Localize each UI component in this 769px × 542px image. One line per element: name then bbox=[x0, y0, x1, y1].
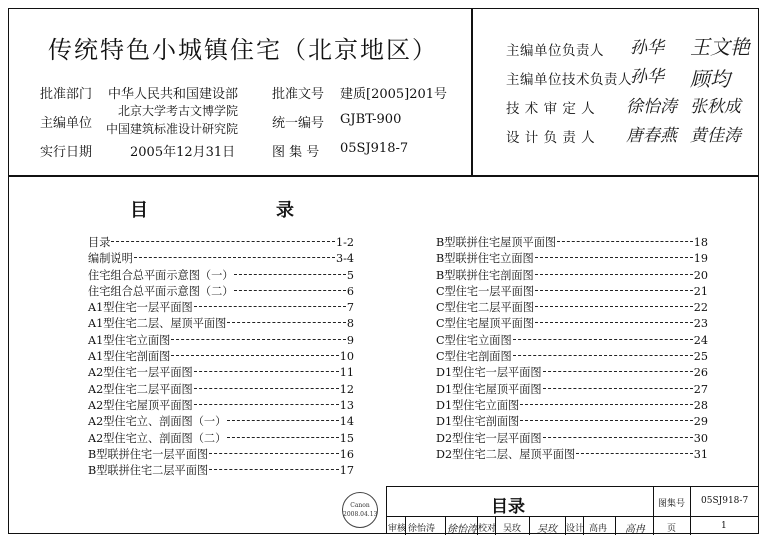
toc-heading-char-2: 录 bbox=[276, 200, 294, 221]
toc-entry-title: A1型住宅立面图 bbox=[88, 333, 171, 347]
toc-entry bbox=[88, 397, 354, 413]
toc-leader-line bbox=[194, 388, 339, 389]
toc-leader-line bbox=[543, 388, 693, 389]
toc-leader-line bbox=[543, 371, 693, 372]
header-horizontal-divider bbox=[8, 175, 759, 177]
toc-entry-title: B型联拼住宅立面图 bbox=[436, 252, 534, 266]
resp-signature-1a: 孙华 bbox=[630, 38, 664, 58]
resp-signature-2a: 孙华 bbox=[630, 67, 664, 87]
toc-leader-line bbox=[535, 322, 693, 323]
toc-entry-title: D1型住宅剖面图 bbox=[436, 415, 520, 429]
toc-leader-line bbox=[234, 274, 345, 275]
toc-leader-line bbox=[234, 290, 345, 291]
toc-entry-page: 31 bbox=[693, 447, 708, 461]
toc-left-column bbox=[88, 234, 354, 478]
toc-entry-title: A2型住宅二层平面图 bbox=[88, 382, 193, 396]
toc-entry bbox=[436, 364, 708, 380]
toc-entry-title: A2型住宅立、剖面图（一） bbox=[88, 415, 227, 429]
toc-leader-line bbox=[171, 339, 346, 340]
uniform-no-value: GJBT-900 bbox=[340, 112, 402, 127]
editor-unit-line1: 北京大学考古文博学院 bbox=[118, 104, 239, 118]
resp-signature-3a: 徐怡涛 bbox=[626, 97, 677, 117]
title-block-page-label: 页 bbox=[667, 524, 677, 534]
toc-leader-line bbox=[535, 306, 693, 307]
toc-entry-page: 6 bbox=[346, 284, 354, 298]
toc-leader-line bbox=[513, 339, 693, 340]
toc-entry bbox=[436, 283, 708, 299]
toc-leader-line bbox=[535, 290, 693, 291]
title-block-divider bbox=[690, 487, 691, 516]
title-block-proof-signature: 吴玫 bbox=[537, 524, 557, 535]
title-block-divider bbox=[653, 487, 654, 535]
toc-entry bbox=[88, 283, 354, 299]
toc-entry-page: 11 bbox=[339, 366, 354, 380]
effective-date-label: 实行日期 bbox=[40, 145, 93, 160]
toc-entry-title: D2型住宅二层、屋顶平面图 bbox=[436, 447, 576, 461]
toc-entry-title: A2型住宅立、剖面图（二） bbox=[88, 431, 227, 445]
toc-entry-title: 目录 bbox=[88, 236, 111, 249]
toc-entry bbox=[436, 250, 708, 266]
toc-entry bbox=[88, 462, 354, 478]
toc-leader-line bbox=[535, 274, 693, 275]
toc-entry-title: B型联拼住宅二层平面图 bbox=[88, 464, 209, 478]
resp-signature-3b: 张秋成 bbox=[690, 97, 741, 117]
toc-entry-title: B型联拼住宅一层平面图 bbox=[88, 447, 209, 461]
toc-entry-page: 15 bbox=[339, 431, 354, 445]
toc-entry bbox=[436, 332, 708, 348]
resp-label-editor-head: 主编单位负责人 bbox=[506, 43, 604, 59]
title-block-divider bbox=[445, 516, 446, 535]
toc-entry bbox=[88, 234, 354, 250]
toc-entry bbox=[436, 446, 708, 462]
toc-entry bbox=[88, 413, 354, 429]
resp-signature-2b: 顾均 bbox=[690, 67, 730, 91]
toc-entry bbox=[436, 315, 708, 331]
toc-entry-title: 住宅组合总平面示意图（一） bbox=[88, 268, 234, 282]
toc-leader-line bbox=[513, 355, 693, 356]
title-block-page-value: 1 bbox=[721, 521, 727, 531]
toc-entry-title: A2型住宅一层平面图 bbox=[88, 366, 193, 380]
toc-heading-char-1: 目 bbox=[130, 200, 148, 221]
toc-entry-page: 30 bbox=[693, 431, 708, 445]
toc-leader-line bbox=[520, 420, 693, 421]
toc-entry-page: 17 bbox=[339, 464, 354, 478]
toc-leader-line bbox=[227, 437, 338, 438]
toc-entry bbox=[88, 299, 354, 315]
toc-entry-page: 20 bbox=[693, 268, 708, 282]
toc-entry-title: A2型住宅屋顶平面图 bbox=[88, 398, 193, 412]
toc-entry-title: D2型住宅一层平面图 bbox=[436, 431, 542, 445]
toc-leader-line bbox=[209, 469, 339, 470]
toc-entry bbox=[88, 250, 354, 266]
title-block-divider bbox=[615, 516, 616, 535]
toc-entry bbox=[436, 348, 708, 364]
approval-dept-value: 中华人民共和国建设部 bbox=[108, 87, 239, 102]
toc-leader-line bbox=[227, 322, 346, 323]
title-block-design-label: 设计 bbox=[566, 524, 585, 534]
toc-entry bbox=[436, 413, 708, 429]
title-block-divider bbox=[690, 516, 691, 535]
resp-signature-4b: 黄佳涛 bbox=[690, 126, 741, 146]
toc-entry bbox=[436, 267, 708, 283]
toc-leader-line bbox=[227, 420, 338, 421]
toc-entry-page: 14 bbox=[339, 415, 354, 429]
toc-entry-page: 16 bbox=[339, 447, 354, 461]
toc-entry-page: 8 bbox=[346, 317, 354, 331]
resp-label-tech-head: 主编单位技术负责人 bbox=[506, 72, 632, 88]
toc-entry-page: 1-2 bbox=[335, 236, 354, 249]
resp-label-tech-reviewer: 技 术 审 定 人 bbox=[506, 101, 596, 117]
title-block-design-name: 高冉 bbox=[589, 524, 608, 534]
toc-entry-page: 19 bbox=[693, 252, 708, 266]
toc-entry-page: 27 bbox=[693, 382, 708, 396]
title-block-title: 目录 bbox=[491, 497, 525, 517]
toc-entry-title: C型住宅立面图 bbox=[436, 333, 512, 347]
uniform-no-label: 统一编号 bbox=[272, 116, 325, 131]
resp-signature-4a: 唐春燕 bbox=[626, 126, 677, 146]
stamp-brand: Canon bbox=[350, 502, 370, 509]
toc-entry-title: C型住宅屋顶平面图 bbox=[436, 317, 535, 331]
toc-entry-title: A1型住宅一层平面图 bbox=[88, 301, 193, 315]
toc-entry-title: C型住宅二层平面图 bbox=[436, 301, 535, 315]
toc-entry-page: 3-4 bbox=[335, 252, 354, 266]
toc-entry-page: 26 bbox=[693, 366, 708, 380]
toc-entry-title: C型住宅一层平面图 bbox=[436, 284, 535, 298]
title-block-design-signature: 高冉 bbox=[625, 524, 645, 535]
toc-entry-page: 28 bbox=[693, 398, 708, 412]
toc-entry-title: A1型住宅二层、屋顶平面图 bbox=[88, 317, 227, 331]
receipt-stamp bbox=[342, 492, 378, 528]
resp-signature-1b: 王文艳 bbox=[690, 35, 750, 59]
editor-unit-line2: 中国建筑标准设计研究院 bbox=[106, 122, 239, 136]
effective-date-value: 2005年12月31日 bbox=[130, 145, 236, 160]
approval-dept-label: 批准部门 bbox=[40, 87, 93, 102]
title-block-divider bbox=[529, 516, 530, 535]
toc-entry-page: 12 bbox=[339, 382, 354, 396]
toc-entry bbox=[88, 430, 354, 446]
toc-entry-title: 住宅组合总平面示意图（二） bbox=[88, 284, 234, 298]
toc-entry-title: C型住宅剖面图 bbox=[436, 350, 512, 364]
approval-doc-label: 批准文号 bbox=[272, 87, 325, 102]
toc-entry bbox=[436, 397, 708, 413]
toc-leader-line bbox=[535, 257, 693, 258]
approval-doc-value: 建质[2005]201号 bbox=[340, 87, 448, 102]
resp-label-design-head: 设 计 负 责 人 bbox=[506, 130, 596, 146]
title-block-review-name: 徐怡涛 bbox=[408, 524, 436, 534]
toc-entry-page: 21 bbox=[693, 284, 708, 298]
toc-entry-page: 13 bbox=[339, 398, 354, 412]
toc-entry bbox=[88, 332, 354, 348]
toc-leader-line bbox=[134, 257, 335, 258]
title-block-proof-label: 校对 bbox=[478, 524, 497, 534]
toc-leader-line bbox=[111, 241, 335, 242]
title-block-row-divider bbox=[387, 516, 759, 517]
toc-leader-line bbox=[194, 371, 339, 372]
toc-entry bbox=[88, 381, 354, 397]
toc-entry bbox=[88, 315, 354, 331]
toc-entry bbox=[436, 299, 708, 315]
toc-entry-page: 18 bbox=[693, 236, 708, 249]
toc-entry bbox=[436, 234, 708, 250]
title-block-review-label: 审核 bbox=[388, 524, 407, 534]
atlas-title: 传统特色小城镇住宅（北京地区） bbox=[48, 36, 438, 64]
toc-entry bbox=[88, 364, 354, 380]
toc-entry-title: D1型住宅一层平面图 bbox=[436, 366, 542, 380]
toc-entry-page: 29 bbox=[693, 415, 708, 429]
title-block-review-signature: 徐怡涛 bbox=[447, 524, 477, 535]
toc-leader-line bbox=[194, 404, 339, 405]
toc-entry bbox=[88, 446, 354, 462]
title-block-proof-name: 吴玫 bbox=[503, 524, 522, 534]
toc-leader-line bbox=[194, 306, 346, 307]
toc-leader-line bbox=[209, 453, 339, 454]
toc-entry-title: D1型住宅立面图 bbox=[436, 398, 520, 412]
toc-entry-page: 10 bbox=[339, 350, 354, 364]
toc-entry-title: B型联拼住宅屋顶平面图 bbox=[436, 236, 557, 249]
editor-unit-label: 主编单位 bbox=[40, 116, 93, 131]
atlas-no-label: 图 集 号 bbox=[272, 145, 320, 160]
toc-entry bbox=[88, 348, 354, 364]
atlas-no-value: 05SJ918-7 bbox=[340, 141, 409, 156]
header-vertical-divider bbox=[471, 8, 473, 176]
toc-entry-page: 22 bbox=[693, 301, 708, 315]
toc-entry-title: 编制说明 bbox=[88, 252, 133, 266]
toc-entry-title: D1型住宅屋顶平面图 bbox=[436, 382, 542, 396]
title-block-atlas-label: 图集号 bbox=[658, 499, 686, 509]
toc-entry-title: B型联拼住宅剖面图 bbox=[436, 268, 534, 282]
toc-leader-line bbox=[557, 241, 693, 242]
toc-leader-line bbox=[520, 404, 693, 405]
toc-leader-line bbox=[543, 437, 693, 438]
title-block-atlas-value: 05SJ918-7 bbox=[701, 496, 749, 506]
toc-leader-line bbox=[171, 355, 338, 356]
toc-entry-page: 5 bbox=[346, 268, 354, 282]
toc-entry-page: 7 bbox=[346, 301, 354, 315]
toc-entry-title: A1型住宅剖面图 bbox=[88, 350, 171, 364]
toc-right-column bbox=[436, 234, 708, 462]
toc-entry-page: 23 bbox=[693, 317, 708, 331]
toc-entry bbox=[436, 430, 708, 446]
stamp-date: 2008.04.13 bbox=[343, 511, 378, 518]
toc-entry-page: 24 bbox=[693, 333, 708, 347]
toc-entry bbox=[436, 381, 708, 397]
toc-entry-page: 9 bbox=[346, 333, 354, 347]
toc-entry bbox=[88, 267, 354, 283]
title-block bbox=[386, 486, 759, 534]
toc-leader-line bbox=[576, 453, 693, 454]
toc-entry-page: 25 bbox=[693, 350, 708, 364]
